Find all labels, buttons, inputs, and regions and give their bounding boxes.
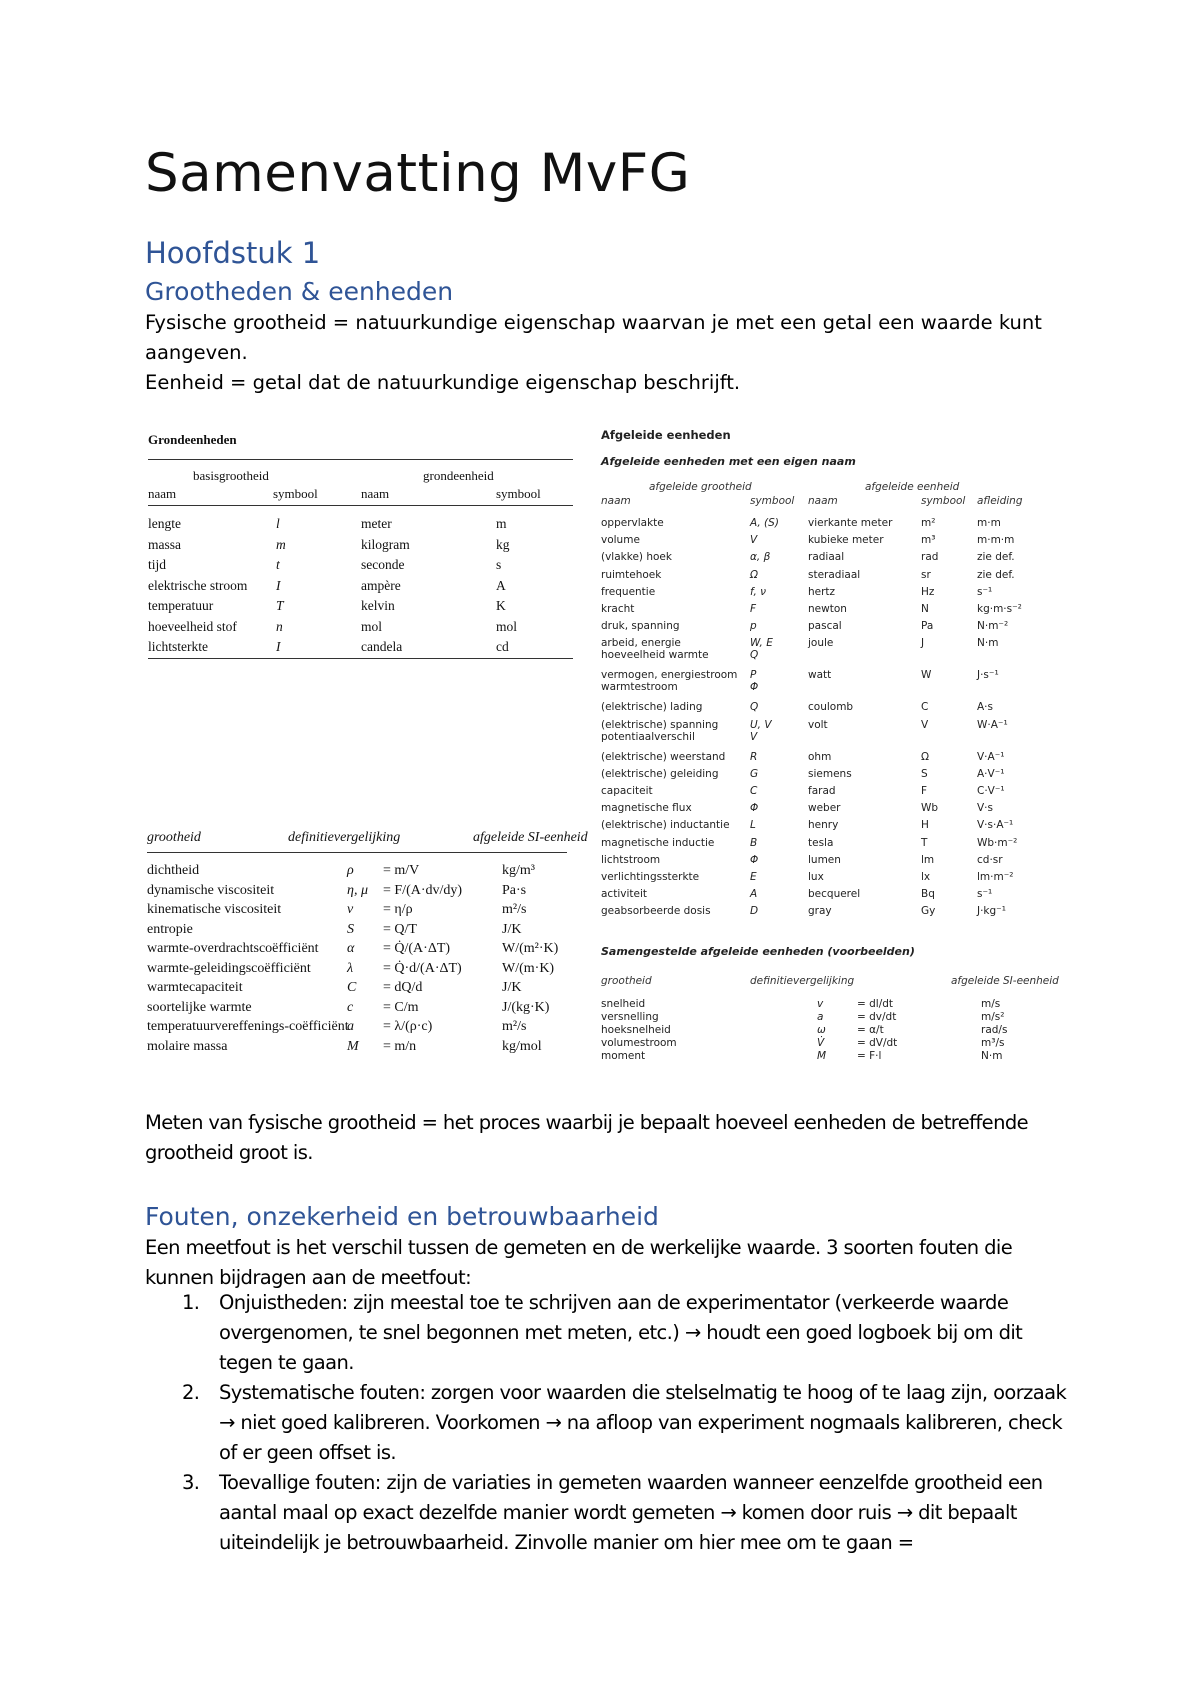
table-row [148,598,573,615]
table-cell: S [921,767,928,780]
table-cell: henry [808,819,839,832]
table-cell: kelvin [361,598,395,613]
table-cell: radiaal [808,551,845,564]
column-header: afgeleide SI-eenheid [473,830,588,845]
table-row [601,620,1071,637]
table-row [601,603,1071,620]
table-cell: kubieke meter [808,534,884,547]
list-number: 2. [182,1381,200,1404]
table-cell: Φ [750,802,759,815]
table-cell: ρ [347,863,354,878]
table-cell: m³/s [981,1037,1005,1049]
table-caption: Grondeenheden [148,432,237,447]
table-row [147,902,577,922]
table-cell: f, ν [750,585,767,598]
table-row [147,941,577,961]
table-cell: massa [148,536,181,552]
table-cell: dichtheid [147,863,200,878]
table-row [147,1039,577,1059]
table-cell: = C/m [383,999,419,1015]
table-cell: pascal [808,620,842,633]
table-cell: V [750,534,758,547]
table-rule [148,658,573,659]
list-item [145,1378,1075,1468]
table-cell: Wb·m⁻² [977,836,1018,849]
table-row [601,837,1071,854]
table-cell: mol [361,618,383,634]
table-cell: ohm [808,750,832,763]
table-row [601,569,1071,586]
table-cell: m²/s [502,902,527,917]
table-cell: s⁻¹ [977,888,993,901]
table-cell: a [347,1019,354,1034]
table-cell: Ω [750,568,759,581]
table-cell: candela [361,639,403,654]
table-row [148,619,573,636]
table-cell: V̇ [817,1037,825,1049]
table-cell: kg/mol [502,1038,542,1054]
column-header: afgeleide SI-eenheid [951,975,1059,987]
table-cell: J/K [502,980,522,995]
table-cell: A, (S) [750,517,779,529]
table-row [148,516,573,533]
table-row [601,871,1071,888]
list-item-text: Onjuistheden: zijn meestal toe te schrijven aan de experimentator (verkeerde waarde overgenomen, te snel begonnen met meten, etc.) → houdt een goed logboek bij om dit tegen te gaan. [219,1291,1023,1374]
table-cell: W, E Q [750,637,773,662]
table-cell: n [276,618,283,634]
table-row [601,586,1071,603]
table-caption: Samengestelde afgeleide eenheden (voorbeelden) [601,945,915,958]
table-cell: W/(m²·K) [502,941,559,956]
table-row [147,922,577,942]
table-cell: = λ/(ρ·c) [383,1019,433,1034]
table-row [601,1050,1071,1063]
table-cell: = m/V [383,863,420,878]
table-row [148,537,573,554]
table-row [601,802,1071,819]
table-cell: newton [808,603,847,615]
column-header: naam [361,486,390,501]
table-row [601,819,1071,836]
table-rule [147,852,567,853]
table-cell: soortelijke warmte [147,999,252,1015]
table-cell: becquerel [808,888,861,901]
table-cell: B [750,836,758,849]
table-cell: lichtstroom [601,853,661,866]
table-row [601,669,1071,699]
table-cell: ω [817,1024,826,1036]
table-cell: temperatuurvereffenings-coëfficiënt [147,1019,349,1034]
table-cell: m [496,516,507,531]
definition-eenheid: Eenheid = getal dat de natuurkundige eigenschap beschrijft. [145,371,741,394]
table-cell: zie def. [977,568,1015,581]
table-cell: tijd [148,557,167,572]
table-cell: K [496,598,506,613]
table-cell: moment [601,1050,646,1062]
table-cell: a [817,1011,824,1023]
table-cell: volt [808,718,828,731]
table-row [601,551,1071,568]
table-cell: mol [496,618,518,634]
column-header: symbool [273,486,318,501]
table-cell: = α/t [857,1024,884,1036]
column-header: afleiding [977,495,1023,507]
table-cell: molaire massa [147,1038,228,1054]
table-cell: Wb [921,802,939,815]
column-header: definitievergelijking [750,975,855,987]
table-caption: Afgeleide eenheden [601,428,731,442]
table-cell: (elektrische) inductantie [601,819,730,832]
table-cell: m²/s [502,1019,527,1034]
table-cell: versnelling [601,1011,659,1023]
table-cell: A·V⁻¹ [977,767,1005,780]
table-cell: J/K [502,921,522,937]
list-number: 1. [182,1291,200,1314]
table-cell: s⁻¹ [977,585,993,598]
table-cell: m·m [977,517,1001,529]
table-cell: Gy [921,905,936,918]
table-cell: lumen [808,853,841,866]
definition-grootheid: Fysische grootheid = natuurkundige eigenschap waarvan je met een getal een waarde kunt aangeven. [145,311,1042,364]
table-cell: (elektrische) weerstand [601,750,726,763]
table-cell: C [750,785,758,797]
table-cell: kracht [601,603,635,615]
table-cell: elektrische stroom [148,577,248,593]
section-heading-fouten: Fouten, onzekerheid en betrouwbaarheid [145,1202,659,1231]
grondeenheden-table [148,432,573,662]
table-cell: activiteit [601,888,647,901]
table-row [601,534,1071,551]
table-cell: = dV/dt [857,1037,898,1049]
table-cell: tesla [808,836,834,849]
table-cell: kinematische viscositeit [147,902,282,917]
table-cell: J/(kg·K) [502,999,550,1015]
table-cell: capaciteit [601,785,653,797]
table-cell: hoeksnelheid [601,1024,671,1036]
table-row [601,905,1071,922]
section-heading-grootheden: Grootheden & eenheden [145,277,454,306]
table-cell: W·A⁻¹ [977,718,1008,731]
table-cell: cd·sr [977,853,1003,866]
table-cell: m [276,536,286,552]
column-header: naam [601,495,631,507]
table-cell: entropie [147,921,193,937]
table-cell: ampère [361,577,401,593]
table-cell: N [921,603,929,615]
table-cell: t [276,557,280,572]
table-cell: F [750,603,757,615]
table-cell: Hz [921,585,935,598]
table-cell: lengte [148,516,181,531]
table-cell: = Q̇/(A·ΔT) [383,941,451,956]
table-cell: steradiaal [808,568,861,581]
table-cell: W [921,669,932,682]
table-cell: P Φ [750,669,759,694]
table-row [601,768,1071,785]
table-cell: U, V V [750,718,772,743]
table-cell: p [750,620,757,633]
table-row [601,1024,1071,1037]
table-cell: Bq [921,888,935,901]
table-cell: verlichtingssterkte [601,871,700,883]
table-row [147,1019,577,1039]
table-cell: watt [808,669,832,682]
table-cell: L [750,819,756,832]
table-cell: warmte-overdrachtscoëfficiënt [147,941,319,956]
table-cell: volume [601,534,640,547]
table-cell: α, β [750,551,771,564]
table-cell: T [276,598,284,613]
table-cell: V [921,718,929,731]
table-cell: = Q/T [383,921,417,937]
table-row [601,719,1071,749]
table-cell: M [817,1050,827,1062]
table-cell: J [921,637,925,650]
table-row [601,637,1071,667]
table-cell: druk, spanning [601,620,680,633]
table-cell: I [276,639,281,654]
fouten-list [145,1288,1075,1558]
table-cell: A [750,888,758,901]
table-cell: geabsorbeerde dosis [601,905,711,918]
table-row [601,785,1071,802]
table-cell: Pa [921,620,934,633]
table-row [601,998,1071,1011]
table-cell: A·s [977,701,993,714]
table-cell: coulomb [808,701,854,714]
table-cell: zie def. [977,551,1015,564]
list-number: 3. [182,1471,200,1494]
table-cell: (elektrische) geleiding [601,767,719,780]
column-header: naam [808,495,838,507]
table-cell: arbeid, energie hoeveelheid warmte [601,637,709,662]
table-cell: C [347,980,357,995]
table-cell: s [496,557,502,572]
table-cell: lm·m⁻² [977,871,1014,883]
table-cell: V·s [977,802,993,815]
table-cell: λ [347,960,354,976]
table-cell: kg·m·s⁻² [977,603,1022,615]
table-cell: magnetische flux [601,802,692,815]
table-cell: m/s [981,998,1001,1010]
table-row [601,888,1071,905]
table-cell: J·kg⁻¹ [977,905,1006,918]
table-subcaption: Afgeleide eenheden met een eigen naam [601,455,856,468]
table-cell: α [347,941,355,956]
table-row [601,1011,1071,1024]
table-cell: = Q̇·d/(A·ΔT) [383,960,462,976]
table-row [147,863,577,883]
column-header: grootheid [147,830,201,845]
table-cell: Q [750,701,759,714]
table-cell: warmte-geleidingscoëfficiënt [147,960,311,976]
table-cell: m² [921,517,936,529]
table-cell: weber [808,802,841,815]
table-row [601,854,1071,871]
table-cell: m³ [921,534,936,547]
chapter-heading: Hoofdstuk 1 [145,236,321,270]
table-cell: ν [347,902,354,917]
table-cell: siemens [808,767,852,780]
table-cell: lx [921,871,931,883]
table-cell: magnetische inductie [601,836,715,849]
table-row [147,1000,577,1020]
table-cell: vermogen, energiestroom warmtestroom [601,669,738,694]
table-cell: A [496,577,506,593]
table-cell: lux [808,871,824,883]
table-cell: F [921,785,928,797]
table-row [601,751,1071,768]
list-item-text: Systematische fouten: zorgen voor waarden die stelselmatig te hoog of te laag zijn, oorzaak → niet goed kalibreren. Voorkomen → na afloop van experiment nogmaals kalibreren, check of er geen offset is. [219,1381,1067,1464]
table-cell: cd [496,639,509,654]
table-row [147,883,577,903]
table-cell: joule [808,637,834,650]
table-cell: H [921,819,929,832]
table-row [148,578,573,595]
table-cell: m·m·m [977,534,1015,547]
table-cell: C [921,701,929,714]
table-row [601,701,1071,718]
table-cell: kg [496,536,510,552]
table-cell: D [750,905,759,918]
table-cell: N·m [981,1050,1003,1062]
table-cell: M [347,1038,359,1054]
list-item [145,1288,1075,1378]
table-cell: meter [361,516,392,531]
column-header: symbool [921,495,966,507]
table-cell: temperatuur [148,598,214,613]
table-cell: C·V⁻¹ [977,785,1005,797]
table-cell: V·A⁻¹ [977,750,1005,763]
column-header: definitievergelijking [288,830,401,845]
table-row [601,517,1071,534]
column-header: symbool [496,486,541,501]
table-cell: warmtecapaciteit [147,980,243,995]
table-row [148,639,573,656]
list-item [145,1468,1075,1558]
table-rule [148,459,573,460]
samengestelde-eenheden-table [601,945,1071,1075]
column-header: symbool [750,495,795,507]
table-cell: I [276,577,281,593]
definitievergelijking-table [147,830,588,1070]
table-cell: m/s² [981,1011,1005,1023]
definition-meten: Meten van fysische grootheid = het proces waarbij je bepaalt hoeveel eenheden de betreffende grootheid groot is. [145,1111,1029,1164]
table-cell: (vlakke) hoek [601,551,672,564]
table-cell: = dl/dt [857,998,894,1010]
table-cell: Φ [750,853,759,866]
table-cell: η, μ [347,882,368,898]
table-cell: (elektrische) spanning potentiaalverschil [601,718,719,743]
table-cell: sr [921,568,931,581]
table-cell: = η/ρ [383,902,413,917]
table-cell: gray [808,905,832,918]
table-cell: = m/n [383,1038,417,1054]
table-cell: Pa·s [502,882,527,898]
table-cell: snelheid [601,998,646,1010]
group-header: afgeleide grootheid [649,481,752,493]
group-header: basisgrootheid [193,468,269,483]
table-cell: seconde [361,557,405,572]
table-cell: rad/s [981,1024,1008,1036]
table-cell: l [276,516,280,531]
column-header: naam [148,486,177,501]
table-cell: G [750,767,759,780]
fouten-intro: Een meetfout is het verschil tussen de gemeten en de werkelijke waarde. 3 soorten fouten die kunnen bijdragen aan de meetfout: [145,1236,1013,1289]
table-cell: volumestroom [601,1037,677,1049]
table-cell: v [817,998,824,1010]
document-title: Samenvatting MvFG [145,143,691,204]
table-cell: hertz [808,585,836,598]
table-cell: rad [921,551,939,564]
table-cell: lm [921,853,935,866]
table-cell: = F/(A·dv/dy) [383,882,463,898]
table-cell: T [921,836,928,849]
table-row [147,980,577,1000]
table-cell: farad [808,785,836,797]
table-cell: = dQ/d [383,980,423,995]
table-cell: E [750,871,757,883]
table-cell: (elektrische) lading [601,701,703,714]
table-cell: oppervlakte [601,517,664,529]
table-cell: Ω [921,750,930,763]
column-header: grootheid [601,975,652,987]
table-cell: J·s⁻¹ [977,669,999,682]
table-cell: V·s·A⁻¹ [977,819,1014,832]
list-item-text: Toevallige fouten: zijn de variaties in gemeten waarden wanneer eenzelfde grootheid een aantal maal op exact dezelfde manier wordt gemeten → komen door ruis → dit bepaalt uiteindelijk je betrouwbaarheid. Zinvolle manier om hier mee om te gaan = [219,1471,1043,1554]
table-cell: kilogram [361,536,410,552]
table-cell: lichtsterkte [148,639,208,654]
table-cell: N·m [977,637,999,650]
table-cell: R [750,750,758,763]
table-cell: hoeveelheid stof [148,618,237,634]
table-cell: ruimtehoek [601,568,662,581]
group-header: grondeenheid [423,468,494,483]
table-row [147,961,577,981]
table-cell: W/(m·K) [502,960,555,976]
table-cell: vierkante meter [808,517,893,529]
table-cell: frequentie [601,585,656,598]
table-cell: kg/m³ [502,863,535,878]
table-row [601,1037,1071,1050]
table-cell: = F·l [857,1050,882,1062]
table-cell: S [347,921,354,937]
table-rule [148,505,573,506]
table-cell: N·m⁻² [977,620,1009,633]
table-cell: dynamische viscositeit [147,882,275,898]
table-cell: = dv/dt [857,1011,897,1023]
table-row [148,557,573,574]
group-header: afgeleide eenheid [865,481,960,493]
table-cell: c [347,999,354,1015]
